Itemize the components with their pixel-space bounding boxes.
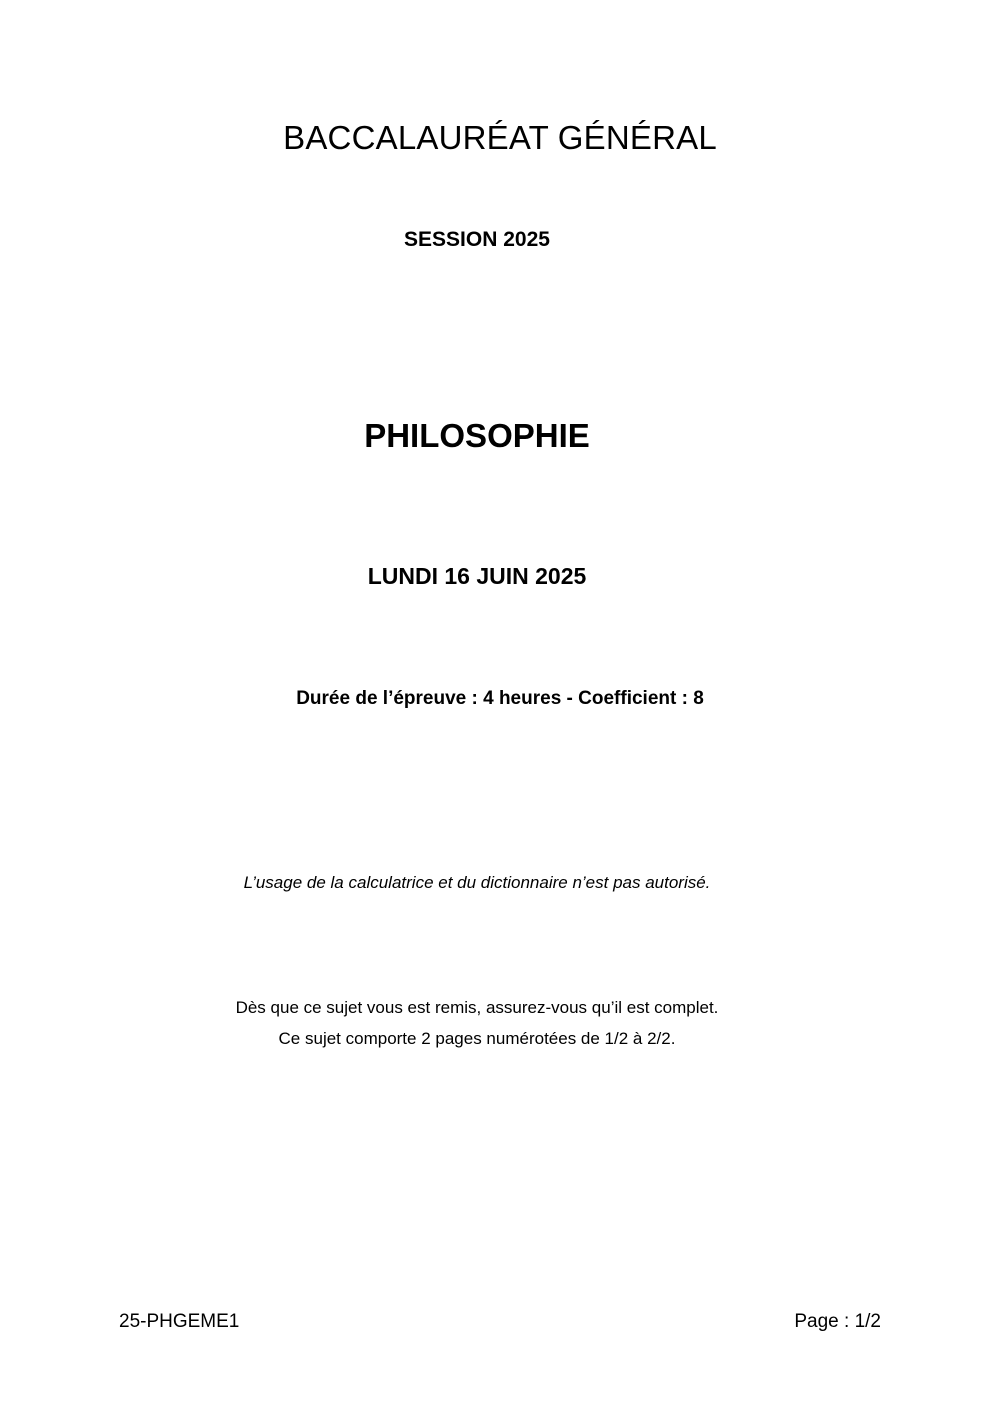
session-label: SESSION 2025: [404, 228, 550, 251]
subject-title: PHILOSOPHIE: [364, 417, 590, 454]
footer-page-number: Page : 1/2: [794, 1311, 881, 1332]
footer-exam-code: 25-PHGEME1: [119, 1311, 240, 1332]
exam-title: BACCALAURÉAT GÉNÉRAL: [283, 119, 717, 156]
exam-date: LUNDI 16 JUIN 2025: [367, 563, 587, 589]
instruction-line-1: Dès que ce sujet vous est remis, assurez-vous qu’il est complet.: [235, 998, 719, 1017]
exam-duration: Durée de l’épreuve : 4 heures - Coefficient : 8: [296, 688, 704, 709]
calculator-rule-note: L’usage de la calculatrice et du dictionnaire n’est pas autorisé.: [243, 873, 711, 892]
instruction-line-2: Ce sujet comporte 2 pages numérotées de 1/2 à 2/2.: [278, 1029, 676, 1048]
